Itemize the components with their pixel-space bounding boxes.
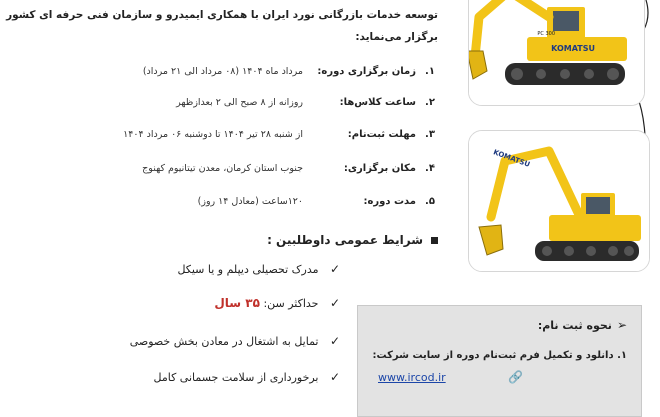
condition-item [120,262,340,284]
website-link[interactable]: www.ircod.ir [378,371,446,384]
detail-value: مرداد ماه ۱۴۰۴ (۰۸ مرداد الی ۲۱ مرداد) [142,66,303,77]
condition-item [120,334,340,356]
condition-item [120,370,340,392]
detail-value: روزانه از ۸ صبح الی ۲ بعدازظهر [176,97,303,108]
registration-title [538,318,627,332]
detail-value: جنوب استان کرمان، معدن تیتانیوم کهنوج [142,163,303,174]
checkmark-icon: ✓ [329,296,340,310]
registration-step-1: ۱. دانلود و تکمیل فرم ثبت‌نام دوره از سایت شرکت: [372,350,627,361]
brand-label: KOMATSU [551,44,595,53]
condition-text: تمایل به اشتغال در معادن بخش خصوصی [129,335,319,348]
condition-text: مدرک تحصیلی دیپلم و یا سیکل [177,263,319,276]
excavator-image-2 [469,131,649,271]
conditions-title-text: شرایط عمومی داوطلبین : [267,233,423,247]
detail-number: ۲. [425,97,435,108]
brand-label-2: KOMATSU [492,148,532,169]
condition-text: حداکثر سن: [263,297,319,310]
detail-value: ۱۲۰ساعت (معادل ۱۴ روز) [197,196,303,207]
intro-paragraph: توسعه خدمات بازرگانی نورد ایران با همکاری ایمیدرو و سازمان فنی حرفه ای کشور برگزار می‌نماید: [6,9,438,43]
registration-title-text: نحوه ثبت نام: [537,319,612,332]
detail-row-hours [8,97,438,117]
detail-label: زمان برگزاری دوره: [317,66,416,77]
max-age-value: ۳۵ سال [214,296,260,310]
arrow-bullet-icon: ➢ [616,318,627,332]
checkmark-icon: ✓ [329,370,340,384]
excavator-image [469,0,644,105]
detail-value: از شنبه ۲۸ تیر ۱۴۰۴ تا دوشنبه ۰۶ مرداد ۱۴۰۴ [123,129,303,140]
detail-label: ساعت کلاس‌ها: [339,97,416,108]
detail-label: مهلت ثبت‌نام: [347,129,416,140]
detail-row-date [8,66,438,86]
checkmark-icon: ✓ [329,262,340,276]
detail-row-duration [8,196,438,216]
detail-number: ۴. [425,163,435,174]
excavator-photo [468,0,645,106]
condition-text: برخورداری از سلامت جسمانی کامل [153,371,319,384]
detail-number: ۱. [425,66,435,77]
detail-label: مدت دوره: [363,196,416,207]
condition-item [120,296,340,318]
model-label: PC 300 [537,31,555,37]
detail-row-deadline [8,129,438,149]
conditions-title [267,233,438,247]
detail-number: ۳. [425,129,435,140]
registration-box [357,305,642,417]
link-icon: 🔗 [508,370,523,384]
checkmark-icon: ✓ [329,334,340,348]
square-bullet-icon [431,237,438,244]
detail-label: مکان برگزاری: [343,163,416,174]
detail-number: ۵. [425,196,435,207]
detail-row-location [8,163,438,183]
excavator-photo-2 [468,130,650,272]
